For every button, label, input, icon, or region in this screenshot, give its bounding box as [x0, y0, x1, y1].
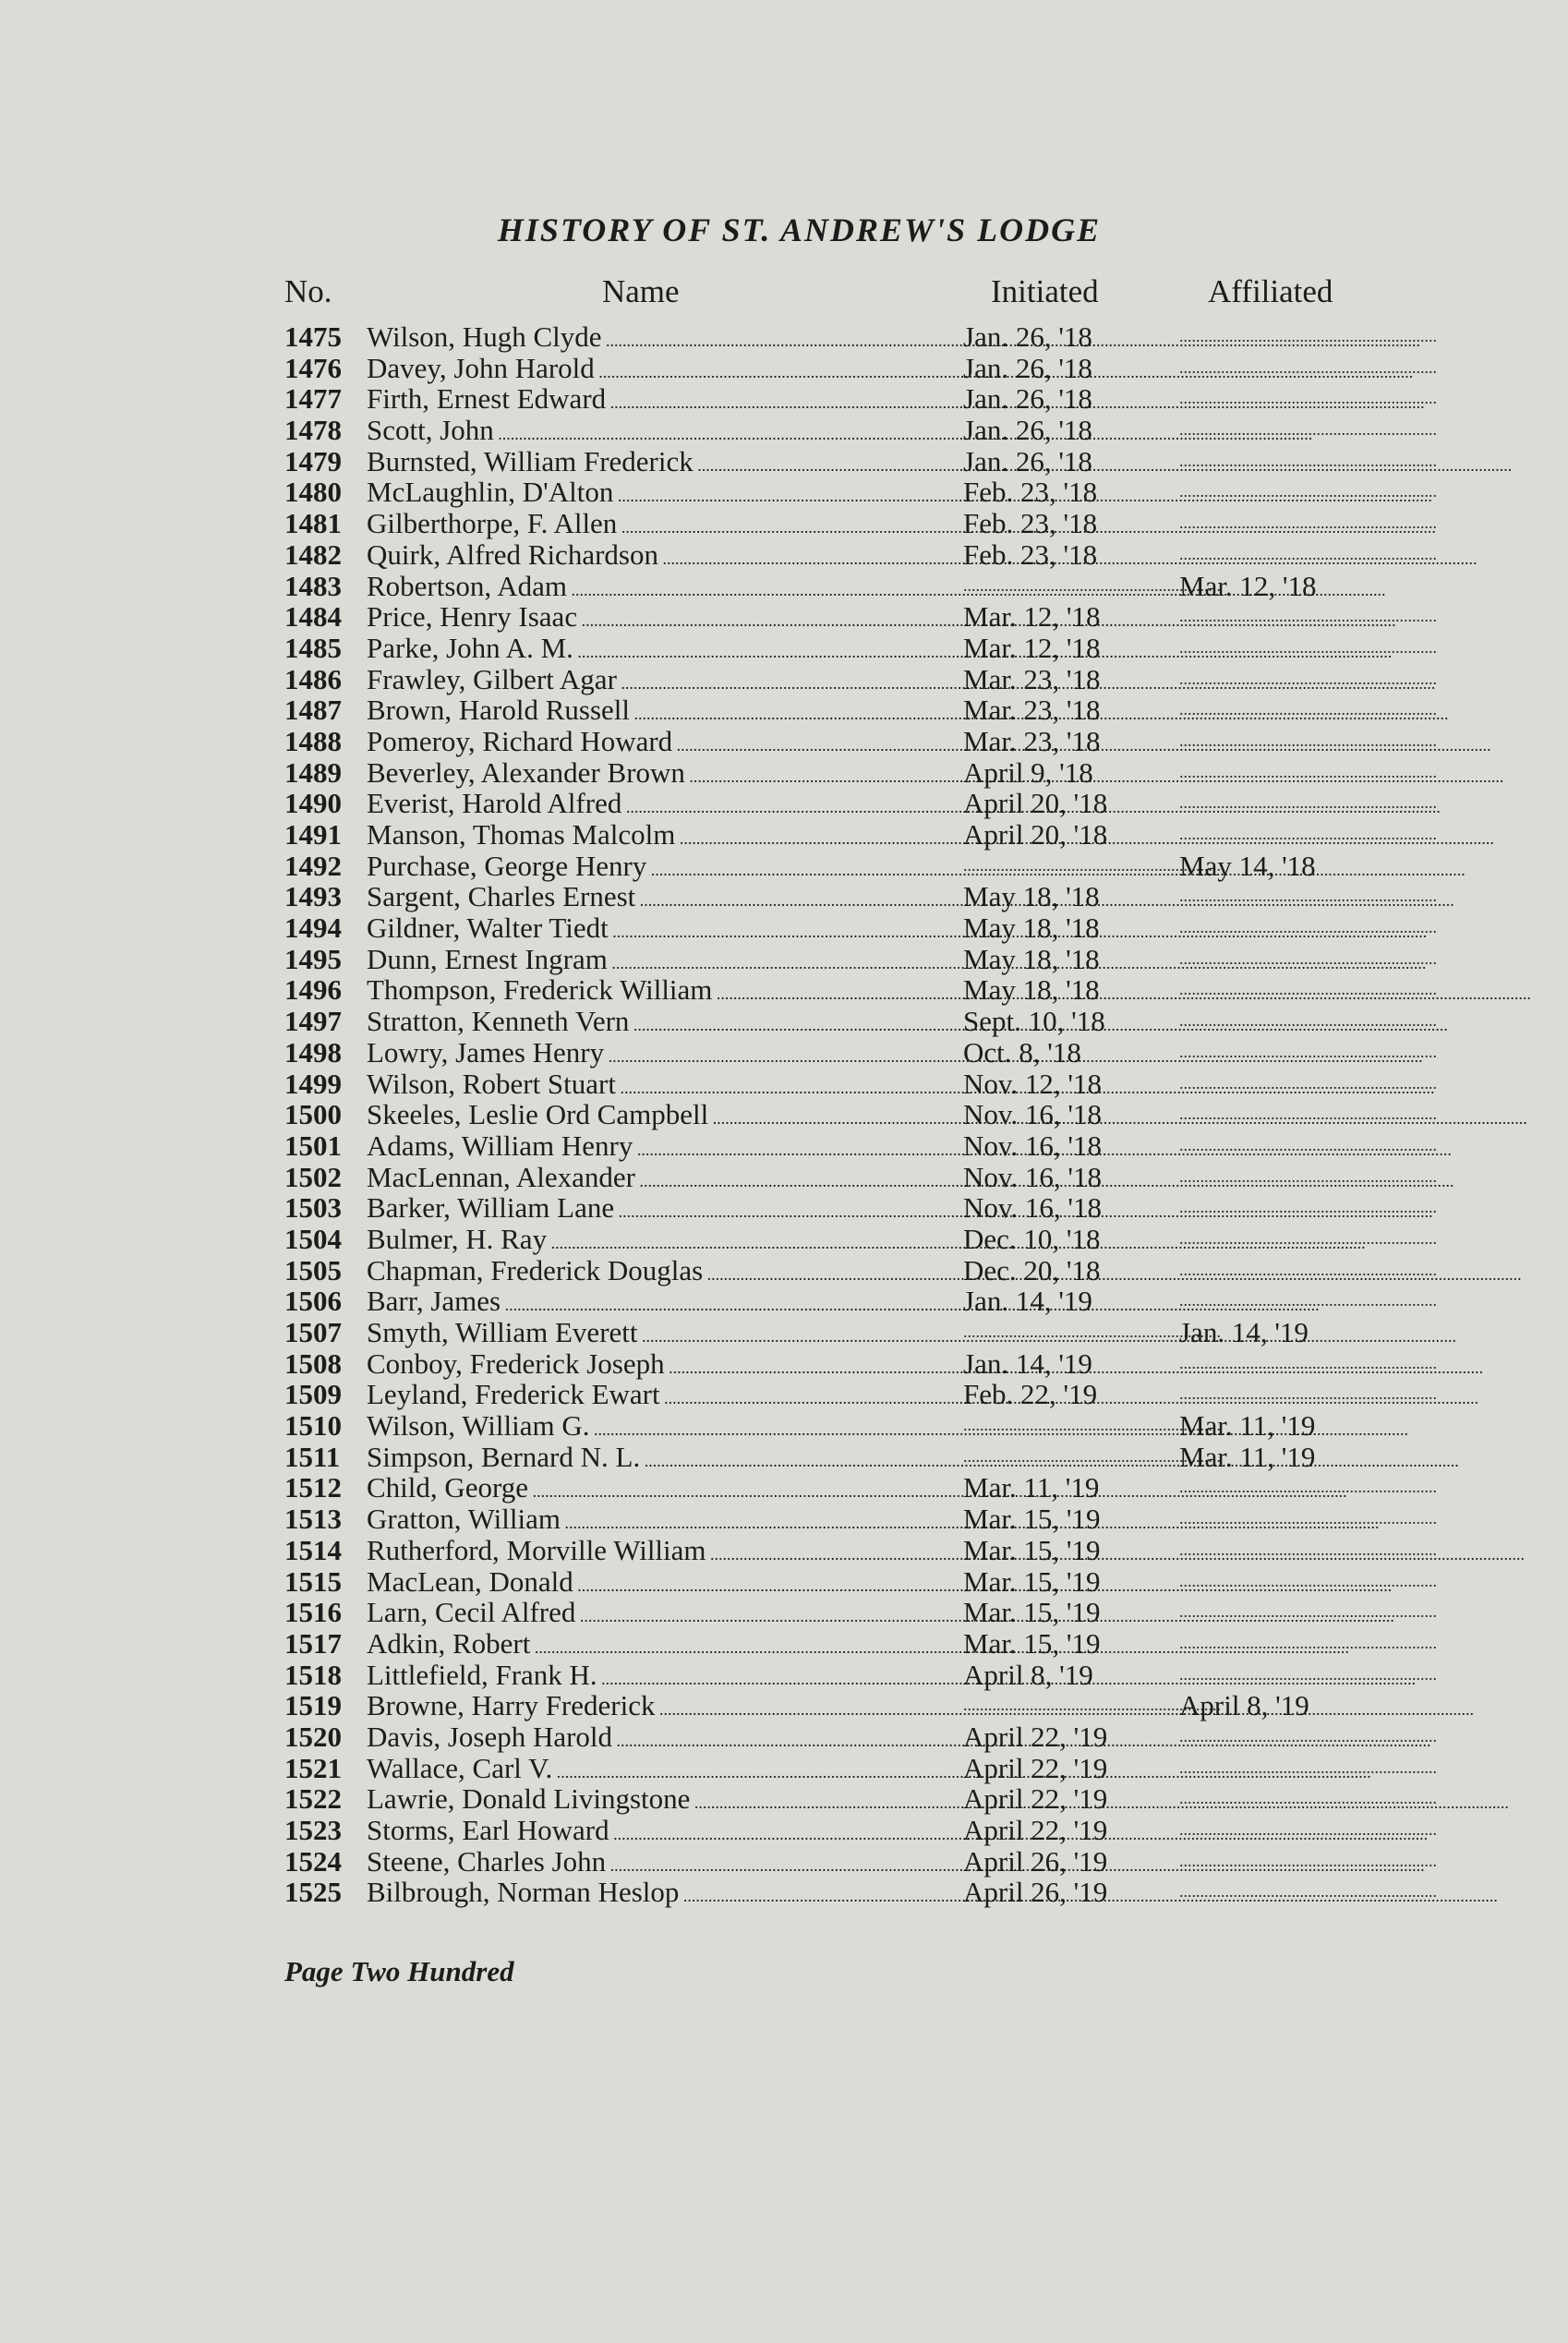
page-footer: Page Two Hundred: [284, 1955, 514, 1987]
member-name: Burnsted, William Frederick .....: [367, 446, 930, 481]
member-name: Adams, William Henry .....: [367, 1130, 930, 1165]
member-number: 1501: [284, 1129, 342, 1162]
member-number: 1509: [284, 1378, 342, 1411]
initiated-date: Oct. 8, '18: [963, 1035, 1081, 1069]
initiated-date: Feb. 23, '18: [963, 537, 1098, 571]
initiated-date: Jan. 26, '18: [963, 414, 1092, 447]
member-number: 1514: [284, 1533, 342, 1566]
initiated-date: Nov. 16, '18: [963, 1160, 1102, 1193]
initiated-date: ..............................................................: [963, 1416, 1221, 1435]
member-name: Bulmer, H. Ray .....: [367, 1224, 930, 1259]
member-name: Wilson, Robert Stuart .....: [367, 1069, 930, 1104]
table-row: [0, 1442, 1538, 1473]
affiliated-date: ..............................................................: [1179, 1757, 1437, 1777]
affiliated-date: ..............................................................: [1179, 1882, 1437, 1902]
member-number: 1521: [284, 1751, 342, 1784]
member-name: MacLennan, Alexander .....: [367, 1162, 930, 1197]
initiated-date: ..............................................................: [963, 1446, 1221, 1466]
table-row: [0, 1069, 1538, 1100]
table-row: [0, 1628, 1538, 1660]
member-name: Larn, Cecil Alfred .....: [367, 1597, 930, 1632]
affiliated-date: ..............................................................: [1179, 1105, 1437, 1124]
initiated-date: Mar. 12, '18: [963, 600, 1101, 634]
affiliated-date: ..............................................................: [1179, 1291, 1437, 1310]
table-row: [0, 694, 1538, 726]
member-name: Beverley, Alexander Brown .....: [367, 757, 930, 792]
affiliated-date: ..............................................................: [1179, 637, 1437, 657]
member-name: Pomeroy, Richard Howard .....: [367, 726, 930, 761]
initiated-date: ..............................................................: [963, 855, 1221, 875]
table-row: [0, 757, 1538, 789]
member-name: Firth, Ernest Edward .....: [367, 383, 930, 418]
member-number: 1525: [284, 1876, 342, 1909]
member-number: 1499: [284, 1067, 342, 1100]
initiated-date: ..............................................................: [963, 1696, 1221, 1715]
table-row: [0, 633, 1538, 664]
member-number: 1490: [284, 787, 342, 820]
initiated-date: Feb. 23, '18: [963, 507, 1098, 540]
affiliated-date: ..............................................................: [1179, 1820, 1437, 1839]
table-row: [0, 571, 1538, 602]
affiliated-date: ..............................................................: [1179, 825, 1437, 843]
table-row: [0, 1162, 1538, 1193]
initiated-date: Feb. 22, '19: [963, 1378, 1098, 1411]
member-name: Davey, John Harold .....: [367, 353, 930, 388]
member-name: Purchase, George Henry .....: [367, 851, 930, 886]
affiliated-date: ..............................................................: [1179, 513, 1437, 533]
member-name: Scott, John .....: [367, 415, 930, 450]
initiated-date: April 26, '19: [963, 1876, 1108, 1909]
affiliated-date: ..............................................................: [1179, 327, 1437, 345]
table-row: [0, 1690, 1538, 1721]
initiated-date: Jan. 26, '18: [963, 320, 1092, 353]
table-row: [0, 912, 1538, 944]
member-name: Robertson, Adam .....: [367, 571, 930, 606]
affiliated-date: ..............................................................: [1179, 948, 1437, 968]
member-name: Browne, Harry Frederick .....: [367, 1690, 930, 1725]
initiated-date: Jan. 14, '19: [963, 1285, 1092, 1318]
column-header-affiliated: Affiliated: [1208, 273, 1333, 309]
member-name: Smyth, William Everett .....: [367, 1317, 930, 1352]
affiliated-date: ..............................................................: [1179, 482, 1437, 501]
member-name: Barr, James .....: [367, 1286, 930, 1321]
member-number: 1479: [284, 444, 342, 477]
affiliated-date: ..............................................................: [1179, 669, 1437, 688]
member-name: Gilberthorpe, F. Allen .....: [367, 508, 930, 543]
table-row: [0, 1721, 1538, 1753]
initiated-date: Jan. 26, '18: [963, 382, 1092, 416]
affiliated-date: Mar. 12, '18: [1179, 569, 1317, 602]
member-name: Wallace, Carl V. .....: [367, 1753, 930, 1788]
affiliated-date: ..............................................................: [1179, 793, 1437, 813]
member-number: 1483: [284, 569, 342, 602]
table-row: [0, 1099, 1538, 1130]
member-number: 1515: [284, 1564, 342, 1598]
member-name: Gratton, William .....: [367, 1504, 930, 1539]
initiated-date: Mar. 23, '18: [963, 724, 1101, 757]
member-number: 1507: [284, 1316, 342, 1348]
affiliated-date: ..............................................................: [1179, 1166, 1437, 1186]
table-row: [0, 1472, 1538, 1504]
member-name: Barker, William Lane .....: [367, 1192, 930, 1227]
member-name: Chapman, Frederick Douglas .....: [367, 1255, 930, 1290]
column-header-no: No.: [284, 273, 332, 309]
affiliated-date: Jan. 14, '19: [1179, 1316, 1309, 1348]
member-name: Adkin, Robert .....: [367, 1628, 930, 1663]
table-row: [0, 1286, 1538, 1317]
member-name: Skeeles, Leslie Ord Campbell .....: [367, 1099, 930, 1134]
member-number: 1486: [284, 662, 342, 695]
table-row: [0, 415, 1538, 446]
member-number: 1492: [284, 849, 342, 882]
affiliated-date: Mar. 11, '19: [1179, 1440, 1316, 1473]
initiated-date: May 18, '18: [963, 880, 1100, 913]
member-name: Frawley, Gilbert Agar .....: [367, 664, 930, 699]
member-number: 1512: [284, 1471, 342, 1504]
column-header-name: Name: [602, 273, 680, 309]
affiliated-date: Mar. 11, '19: [1179, 1409, 1316, 1443]
member-number: 1510: [284, 1409, 342, 1443]
initiated-date: April 26, '19: [963, 1844, 1108, 1878]
initiated-date: Mar. 23, '18: [963, 694, 1101, 727]
table-row: [0, 1783, 1538, 1815]
table-row: [0, 508, 1538, 539]
table-row: [0, 788, 1538, 819]
member-name: Storms, Earl Howard .....: [367, 1815, 930, 1850]
member-name: Gildner, Walter Tiedt .....: [367, 912, 930, 948]
initiated-date: April 20, '18: [963, 787, 1108, 820]
affiliated-date: ..............................................................: [1179, 1851, 1437, 1870]
affiliated-date: ..............................................................: [1179, 1353, 1437, 1372]
member-name: Thompson, Frederick William .....: [367, 974, 930, 1009]
affiliated-date: ..............................................................: [1179, 1384, 1437, 1404]
affiliated-date: ..............................................................: [1179, 544, 1437, 563]
table-row: [0, 664, 1538, 695]
table-row: [0, 1535, 1538, 1566]
member-name: Stratton, Kenneth Vern .....: [367, 1006, 930, 1041]
affiliated-date: ..............................................................: [1179, 1602, 1437, 1622]
table-row: [0, 1753, 1538, 1784]
table-row: [0, 851, 1538, 882]
affiliated-date: ..............................................................: [1179, 1633, 1437, 1652]
affiliated-date: April 8, '19: [1179, 1689, 1309, 1722]
initiated-date: Feb. 23, '18: [963, 476, 1098, 509]
member-number: 1491: [284, 818, 342, 851]
member-number: 1504: [284, 1222, 342, 1255]
affiliated-date: ..............................................................: [1179, 700, 1437, 719]
table-row: [0, 1410, 1538, 1442]
initiated-date: Jan. 14, '19: [963, 1347, 1092, 1380]
table-row: [0, 1504, 1538, 1535]
member-name: Wilson, Hugh Clyde .....: [367, 321, 930, 356]
initiated-date: April 20, '18: [963, 818, 1108, 851]
affiliated-date: ..............................................................: [1179, 1509, 1437, 1528]
member-name: Lawrie, Donald Livingstone .....: [367, 1783, 930, 1818]
member-number: 1516: [284, 1596, 342, 1629]
member-number: 1477: [284, 382, 342, 416]
initiated-date: May 18, '18: [963, 942, 1100, 975]
affiliated-date: ..............................................................: [1179, 1011, 1437, 1031]
member-number: 1518: [284, 1658, 342, 1691]
affiliated-date: ..............................................................: [1179, 1228, 1437, 1248]
initiated-date: Mar. 15, '19: [963, 1533, 1101, 1566]
table-row: [0, 477, 1538, 508]
member-name: Lowry, James Henry .....: [367, 1037, 930, 1072]
member-name: Davis, Joseph Harold .....: [367, 1721, 930, 1757]
affiliated-date: ..............................................................: [1179, 420, 1437, 440]
affiliated-date: ..............................................................: [1179, 918, 1437, 937]
initiated-date: Nov. 16, '18: [963, 1191, 1102, 1225]
member-number: 1513: [284, 1503, 342, 1536]
member-number: 1511: [284, 1440, 341, 1473]
member-number: 1488: [284, 724, 342, 757]
member-number: 1522: [284, 1782, 342, 1816]
member-number: 1480: [284, 476, 342, 509]
table-row: [0, 1566, 1538, 1598]
member-name: Brown, Harold Russell .....: [367, 694, 930, 730]
table-row: [0, 819, 1538, 851]
initiated-date: Dec. 10, '18: [963, 1222, 1101, 1255]
member-name: Parke, John A. M. .....: [367, 633, 930, 668]
member-number: 1487: [284, 694, 342, 727]
table-row: [0, 539, 1538, 571]
member-number: 1494: [284, 912, 342, 945]
member-number: 1498: [284, 1035, 342, 1069]
initiated-date: Jan. 26, '18: [963, 444, 1092, 477]
affiliated-date: ..............................................................: [1179, 1260, 1437, 1279]
initiated-date: Mar. 23, '18: [963, 662, 1101, 695]
member-name: Quirk, Alfred Richardson .....: [367, 539, 930, 574]
initiated-date: Jan. 26, '18: [963, 351, 1092, 384]
page-title: HISTORY OF ST. ANDREW'S LODGE: [497, 211, 1102, 248]
member-number: 1489: [284, 755, 342, 789]
member-number: 1496: [284, 973, 342, 1007]
member-name: Rutherford, Morville William .....: [367, 1535, 930, 1570]
initiated-date: April 9, '18: [963, 755, 1093, 789]
initiated-date: Nov. 12, '18: [963, 1067, 1102, 1100]
member-name: Steene, Charles John .....: [367, 1846, 930, 1881]
member-name: Price, Henry Isaac .....: [367, 601, 930, 636]
member-number: 1482: [284, 537, 342, 571]
initiated-date: Mar. 15, '19: [963, 1503, 1101, 1536]
affiliated-date: ..............................................................: [1179, 1478, 1437, 1497]
member-name: Leyland, Frederick Ewart .....: [367, 1379, 930, 1414]
member-name: Conboy, Frederick Joseph .....: [367, 1348, 930, 1383]
initiated-date: Mar. 11, '19: [963, 1471, 1100, 1504]
table-row: [0, 1379, 1538, 1410]
initiated-date: Mar. 15, '19: [963, 1626, 1101, 1660]
member-name: Bilbrough, Norman Heslop .....: [367, 1877, 930, 1912]
table-row: [0, 601, 1538, 633]
member-number: 1520: [284, 1720, 342, 1753]
affiliated-date: ..............................................................: [1179, 1664, 1437, 1684]
affiliated-date: ..............................................................: [1179, 1726, 1437, 1745]
member-number: 1478: [284, 414, 342, 447]
member-number: 1495: [284, 942, 342, 975]
member-number: 1517: [284, 1626, 342, 1660]
member-name: Dunn, Ernest Ingram .....: [367, 944, 930, 979]
affiliated-date: ..............................................................: [1179, 1571, 1437, 1590]
table-row: [0, 446, 1538, 477]
affiliated-date: ..............................................................: [1179, 451, 1437, 470]
table-row: [0, 353, 1538, 384]
member-number: 1508: [284, 1347, 342, 1380]
member-number: 1523: [284, 1814, 342, 1846]
affiliated-date: ..............................................................: [1179, 731, 1437, 750]
table-row: [0, 1317, 1538, 1348]
member-number: 1505: [284, 1253, 342, 1286]
affiliated-date: ..............................................................: [1179, 1540, 1437, 1559]
affiliated-date: ..............................................................: [1179, 1135, 1437, 1154]
affiliated-date: ..............................................................: [1179, 389, 1437, 408]
affiliated-date: ..............................................................: [1179, 1042, 1437, 1061]
affiliated-date: ..............................................................: [1179, 762, 1437, 781]
member-name: Manson, Thomas Malcolm .....: [367, 819, 930, 854]
member-name: McLaughlin, D'Alton .....: [367, 477, 930, 512]
table-row: [0, 1846, 1538, 1878]
member-number: 1485: [284, 631, 342, 664]
member-number: 1481: [284, 507, 342, 540]
table-row: [0, 726, 1538, 757]
table-row: [0, 1815, 1538, 1846]
member-name: Simpson, Bernard N. L. .....: [367, 1442, 930, 1477]
affiliated-date: ..............................................................: [1179, 1073, 1437, 1093]
table-row: [0, 881, 1538, 912]
initiated-date: Dec. 20, '18: [963, 1253, 1101, 1286]
initiated-date: ..............................................................: [963, 1322, 1221, 1341]
member-name: Everist, Harold Alfred .....: [367, 788, 930, 823]
table-row: [0, 1192, 1538, 1224]
affiliated-date: ..............................................................: [1179, 607, 1437, 626]
table-row: [0, 1224, 1538, 1255]
initiated-date: Nov. 16, '18: [963, 1129, 1102, 1162]
initiated-date: April 22, '19: [963, 1751, 1108, 1784]
member-number: 1475: [284, 320, 342, 353]
table-row: [0, 383, 1538, 415]
table-row: [0, 1037, 1538, 1069]
table-row: [0, 1877, 1538, 1908]
initiated-date: Sept. 10, '18: [963, 1005, 1105, 1038]
initiated-date: April 22, '19: [963, 1720, 1108, 1753]
table-row: [0, 1130, 1538, 1162]
table-row: [0, 944, 1538, 975]
table-row: [0, 1348, 1538, 1380]
member-name: Child, George .....: [367, 1472, 930, 1507]
initiated-date: Mar. 12, '18: [963, 631, 1101, 664]
table-row: [0, 1660, 1538, 1691]
affiliated-date: ..............................................................: [1179, 357, 1437, 377]
member-number: 1524: [284, 1844, 342, 1878]
member-number: 1493: [284, 880, 342, 913]
member-number: 1476: [284, 351, 342, 384]
affiliated-date: ..............................................................: [1179, 980, 1437, 999]
member-name: Littlefield, Frank H. .....: [367, 1660, 930, 1695]
column-header-initiated: Initiated: [991, 273, 1099, 309]
initiated-date: Mar. 15, '19: [963, 1564, 1101, 1598]
member-number: 1500: [284, 1098, 342, 1131]
table-row: [0, 321, 1538, 353]
members-table: [0, 321, 1538, 1908]
member-number: 1503: [284, 1191, 342, 1225]
initiated-date: April 22, '19: [963, 1814, 1108, 1846]
affiliated-date: ..............................................................: [1179, 1789, 1437, 1808]
table-row: [0, 974, 1538, 1006]
member-name: Wilson, William G. .....: [367, 1410, 930, 1445]
member-number: 1484: [284, 600, 342, 634]
member-name: Sargent, Charles Ernest .....: [367, 881, 930, 916]
table-row: [0, 1597, 1538, 1628]
initiated-date: April 22, '19: [963, 1782, 1108, 1816]
table-row: [0, 1255, 1538, 1286]
member-number: 1502: [284, 1160, 342, 1193]
table-row: [0, 1006, 1538, 1037]
member-number: 1519: [284, 1689, 342, 1722]
initiated-date: May 18, '18: [963, 912, 1100, 945]
initiated-date: ..............................................................: [963, 575, 1221, 595]
affiliated-date: May 14, '18: [1179, 849, 1316, 882]
initiated-date: Mar. 15, '19: [963, 1596, 1101, 1629]
initiated-date: May 18, '18: [963, 973, 1100, 1007]
member-number: 1497: [284, 1005, 342, 1038]
affiliated-date: ..............................................................: [1179, 887, 1437, 906]
member-number: 1506: [284, 1285, 342, 1318]
affiliated-date: ..............................................................: [1179, 1198, 1437, 1217]
initiated-date: Nov. 16, '18: [963, 1098, 1102, 1131]
member-name: MacLean, Donald .....: [367, 1566, 930, 1601]
initiated-date: April 8, '19: [963, 1658, 1093, 1691]
